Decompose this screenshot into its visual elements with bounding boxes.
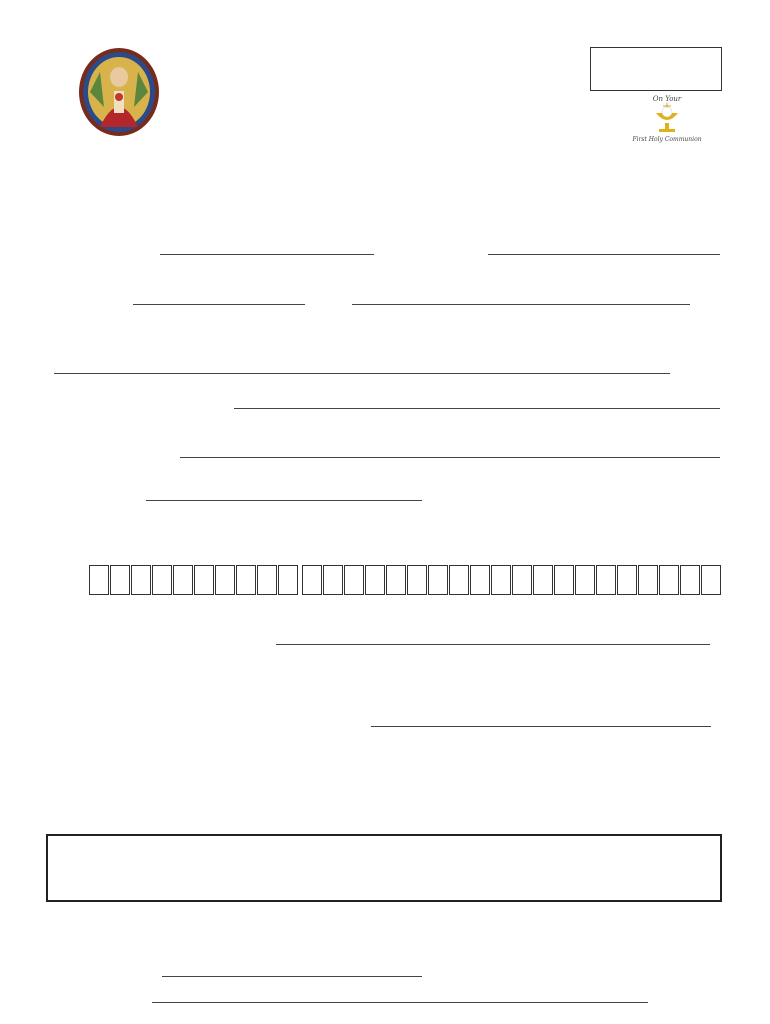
child-first-name-input[interactable] bbox=[488, 254, 720, 255]
whatsapp-mobile-input[interactable] bbox=[162, 976, 422, 977]
date-of-birth-input[interactable] bbox=[133, 304, 305, 305]
father-name-input[interactable] bbox=[180, 457, 720, 458]
church-logo bbox=[78, 47, 160, 137]
official-use-box bbox=[590, 47, 722, 91]
school-input[interactable] bbox=[352, 304, 690, 305]
mobile-phone-input[interactable] bbox=[146, 500, 422, 501]
fhc-logo-top-text: On Your bbox=[652, 95, 682, 103]
surname-baptism-input[interactable] bbox=[371, 726, 711, 727]
whatsapp-parents-input[interactable] bbox=[152, 1002, 648, 1003]
child-surname-input[interactable] bbox=[160, 254, 374, 255]
church-baptism-input[interactable] bbox=[276, 644, 710, 645]
address-input[interactable] bbox=[54, 373, 670, 374]
first-communion-logo bbox=[632, 93, 702, 149]
email-boxes[interactable] bbox=[89, 565, 722, 595]
signature-box bbox=[46, 834, 722, 902]
mother-name-input[interactable] bbox=[234, 408, 720, 409]
fhc-logo-bottom-text: First Holy Communion bbox=[632, 136, 702, 143]
